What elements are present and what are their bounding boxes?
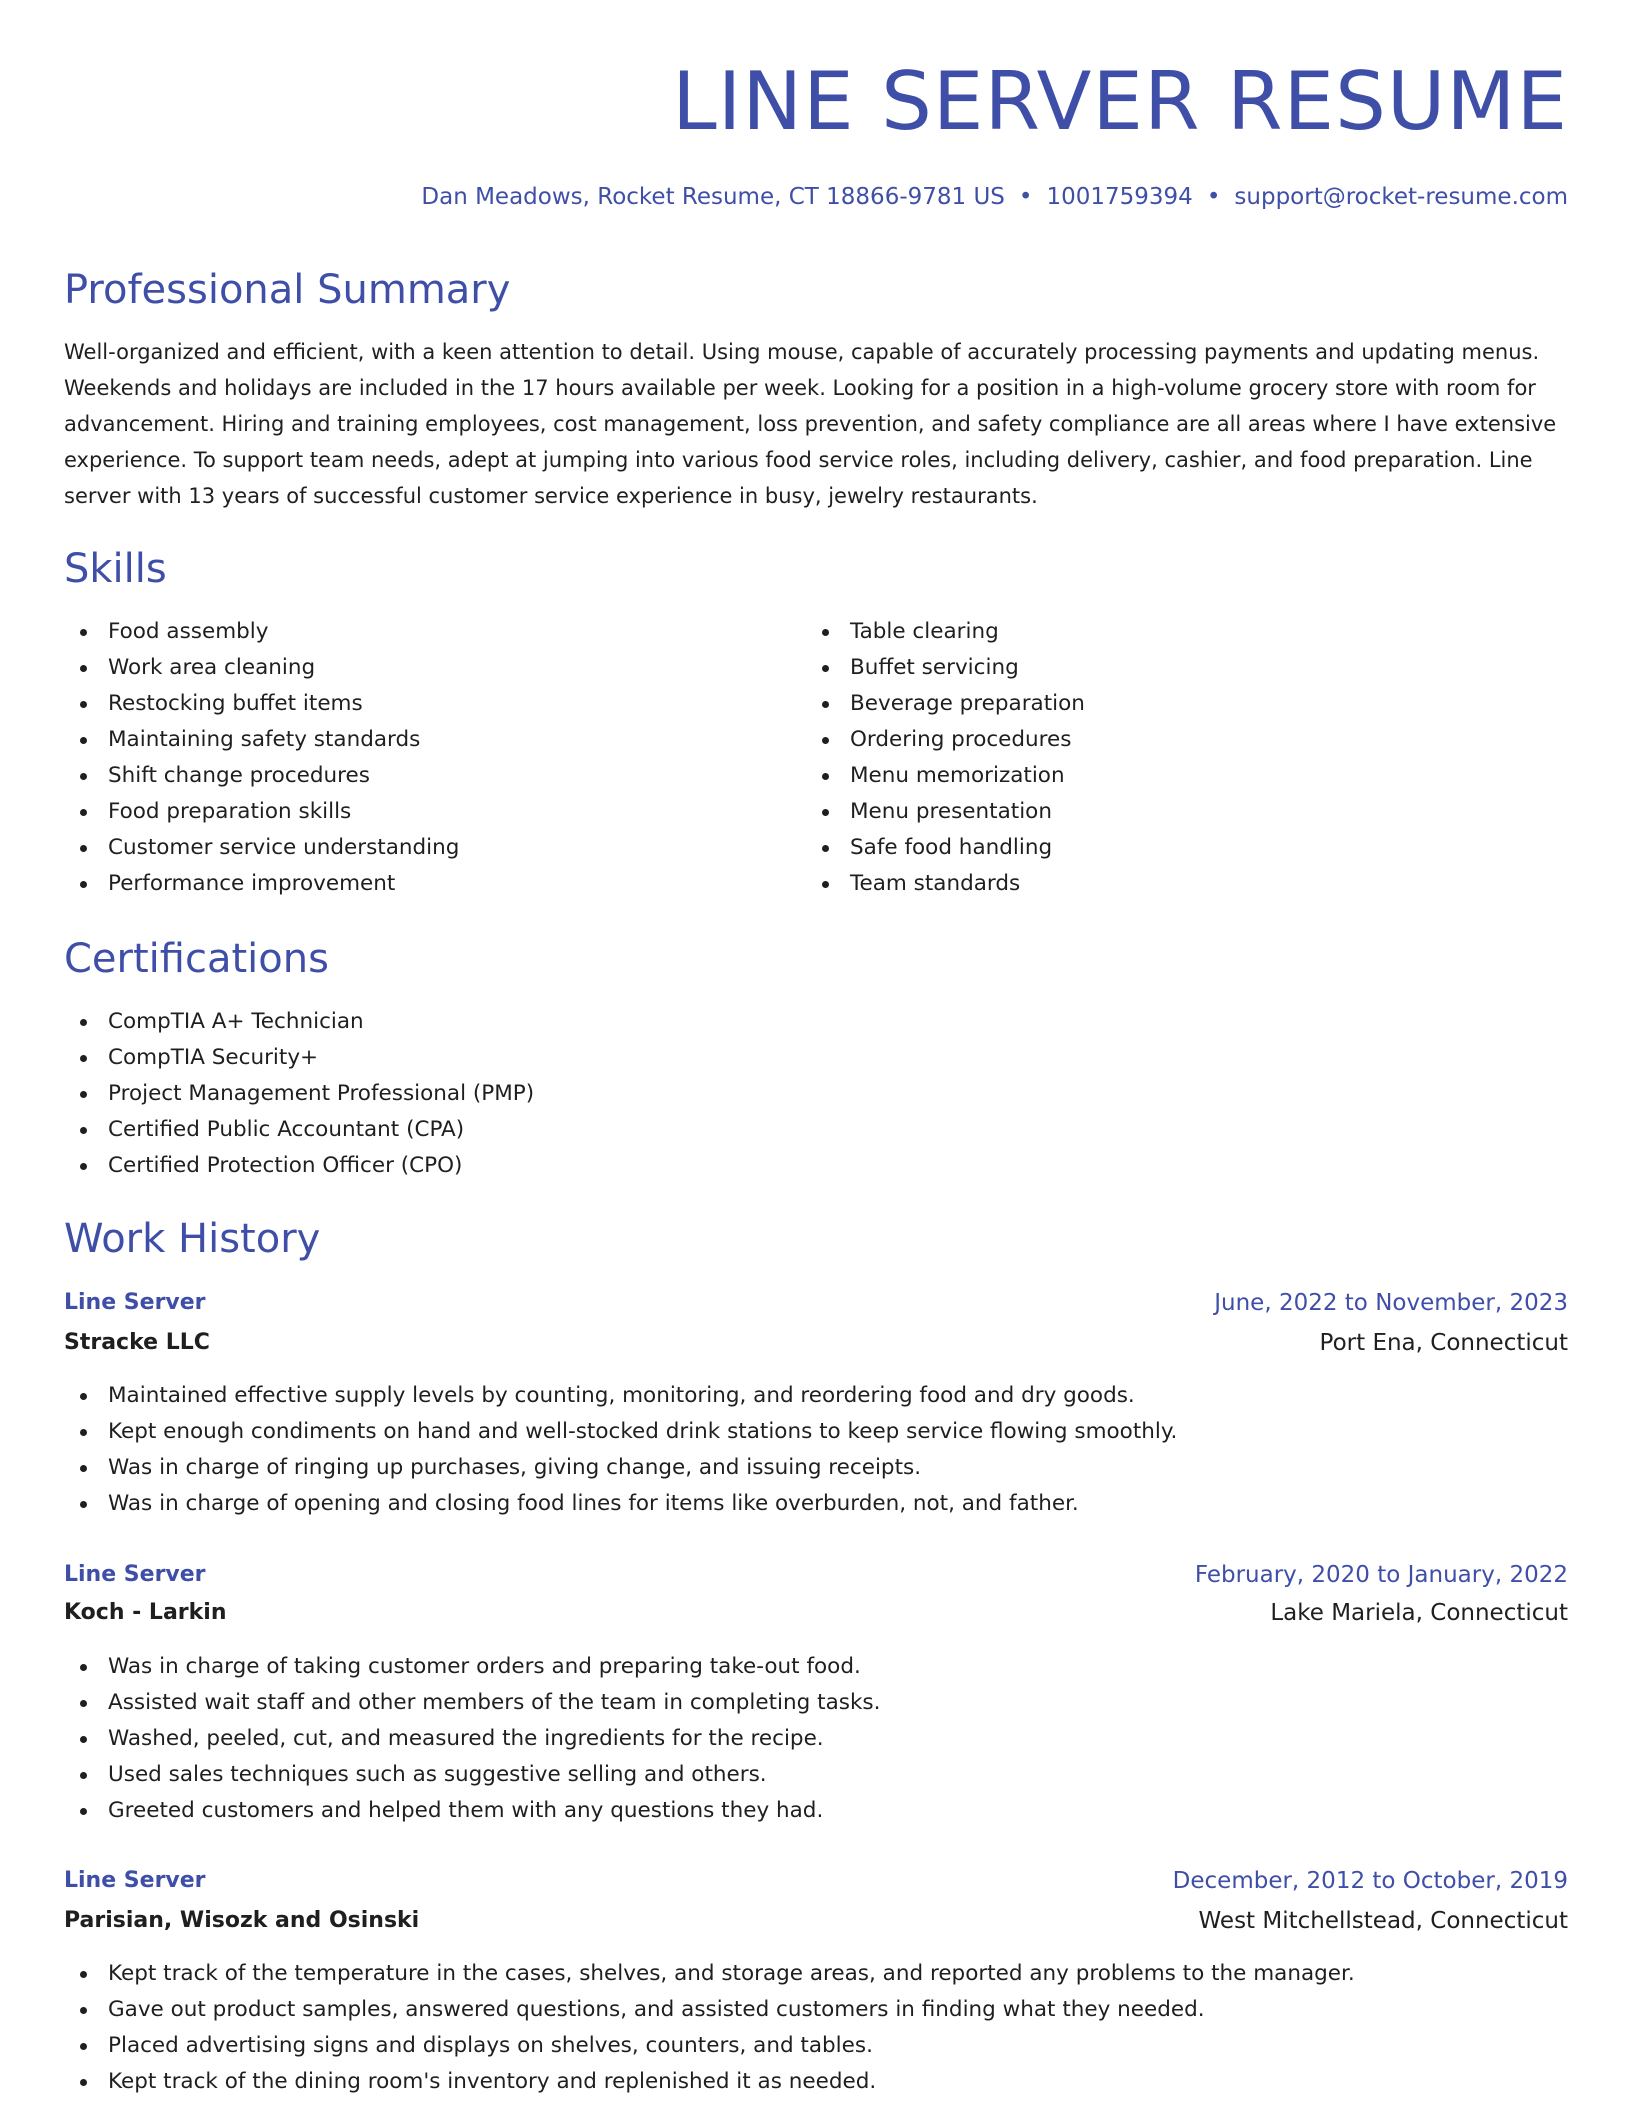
job-dates: June, 2022 to November, 2023 xyxy=(1214,1290,1568,1316)
job-bullet: Maintained effective supply levels by counting, monitoring, and reordering food and dry goods. xyxy=(64,1378,1568,1414)
skill-item: Work area cleaning xyxy=(64,650,804,686)
certification-item: Certified Protection Officer (CPO) xyxy=(64,1148,1568,1184)
job-location: Port Ena, Connecticut xyxy=(1319,1330,1568,1356)
job-company: Stracke LLC xyxy=(64,1330,210,1355)
job-location: Lake Mariela, Connecticut xyxy=(1270,1600,1568,1626)
certification-item: Certified Public Accountant (CPA) xyxy=(64,1112,1568,1148)
skill-item: Buffet servicing xyxy=(806,650,1546,686)
skill-item: Table clearing xyxy=(806,614,1546,650)
job-company: Parisian, Wisozk and Osinski xyxy=(64,1908,420,1933)
skill-item: Menu memorization xyxy=(806,758,1546,794)
summary-text: Well-organized and efficient, with a keen attention to detail. Using mouse, capable of accurately processing payments and updating menus. Weekends and holidays are included in the 17 hours available per week. Looking for a position in a high-volume grocery store with room for advancement. Hiring and training employees, cost management, loss prevention, and safety compliance are all areas where I have extensive experience. To support team needs, adept at jumping into various food service roles, including delivery, cashier, and food preparation. Line server with 13 years of successful customer service experience in busy, jewelry restaurants. xyxy=(64,340,1557,508)
contact-phone: 1001759394 xyxy=(1046,184,1193,210)
work-history-heading: Work History xyxy=(64,1216,321,1262)
job-bullets xyxy=(64,1378,1568,1522)
skill-item: Beverage preparation xyxy=(806,686,1546,722)
job-bullet: Greeted customers and helped them with any questions they had. xyxy=(64,1793,1568,1829)
certifications-list xyxy=(64,1004,1568,1184)
skill-item: Team standards xyxy=(806,866,1546,902)
resume-title: LINE SERVER RESUME xyxy=(672,55,1568,148)
skill-item: Restocking buffet items xyxy=(64,686,804,722)
job-bullet: Was in charge of ringing up purchases, giving change, and issuing receipts. xyxy=(64,1450,1568,1486)
certification-item: CompTIA A+ Technician xyxy=(64,1004,1568,1040)
job-bullet: Kept track of the dining room's inventory and replenished it as needed. xyxy=(64,2064,1568,2100)
contact-separator: • xyxy=(1206,184,1221,210)
certification-item: Project Management Professional (PMP) xyxy=(64,1076,1568,1112)
job-bullet: Was in charge of opening and closing food lines for items like overburden, not, and father. xyxy=(64,1486,1568,1522)
job-bullet: Kept track of the temperature in the cases, shelves, and storage areas, and reported any problems to the manager. xyxy=(64,1956,1568,1992)
contact-address: Dan Meadows, Rocket Resume, CT 18866-9781 US xyxy=(421,184,1005,210)
job-bullet: Kept enough condiments on hand and well-stocked drink stations to keep service flowing smoothly. xyxy=(64,1414,1568,1450)
contact-separator: • xyxy=(1018,184,1033,210)
job-bullet: Assisted wait staff and other members of the team in completing tasks. xyxy=(64,1685,1568,1721)
job-location: West Mitchellstead, Connecticut xyxy=(1198,1908,1568,1934)
job-bullet: Gave out product samples, answered questions, and assisted customers in finding what they needed. xyxy=(64,1992,1568,2028)
certifications-heading: Certifications xyxy=(64,936,329,982)
skill-item: Maintaining safety standards xyxy=(64,722,804,758)
job-bullet: Washed, peeled, cut, and measured the ingredients for the recipe. xyxy=(64,1721,1568,1757)
skills-list-right xyxy=(806,614,1546,902)
skill-item: Customer service understanding xyxy=(64,830,804,866)
skill-item: Menu presentation xyxy=(806,794,1546,830)
job-bullet: Used sales techniques such as suggestive selling and others. xyxy=(64,1757,1568,1793)
certification-item: CompTIA Security+ xyxy=(64,1040,1568,1076)
job-bullets xyxy=(64,1649,1568,1829)
contact-line xyxy=(421,180,1568,214)
job-header xyxy=(64,1285,1568,1321)
skill-item: Shift change procedures xyxy=(64,758,804,794)
summary-heading: Professional Summary xyxy=(64,267,511,313)
job-header xyxy=(64,1863,1568,1899)
skill-item: Safe food handling xyxy=(806,830,1546,866)
job-title: Line Server xyxy=(64,1290,206,1315)
skills-list-left xyxy=(64,614,804,902)
job-employer xyxy=(64,1903,1568,1939)
job-dates: December, 2012 to October, 2019 xyxy=(1172,1868,1568,1894)
job-bullet: Placed advertising signs and displays on shelves, counters, and tables. xyxy=(64,2028,1568,2064)
job-employer xyxy=(64,1595,1568,1631)
job-title: Line Server xyxy=(64,1562,206,1587)
contact-email[interactable]: support@rocket-resume.com xyxy=(1234,184,1568,210)
skill-item: Food assembly xyxy=(64,614,804,650)
job-employer xyxy=(64,1325,1568,1361)
job-bullets xyxy=(64,1956,1568,2100)
skill-item: Food preparation skills xyxy=(64,794,804,830)
job-dates: February, 2020 to January, 2022 xyxy=(1194,1562,1568,1588)
job-header xyxy=(64,1557,1568,1593)
job-company: Koch - Larkin xyxy=(64,1600,227,1625)
skills-heading: Skills xyxy=(64,546,167,592)
job-title: Line Server xyxy=(64,1868,206,1893)
job-bullet: Was in charge of taking customer orders and preparing take-out food. xyxy=(64,1649,1568,1685)
skill-item: Ordering procedures xyxy=(806,722,1546,758)
skill-item: Performance improvement xyxy=(64,866,804,902)
